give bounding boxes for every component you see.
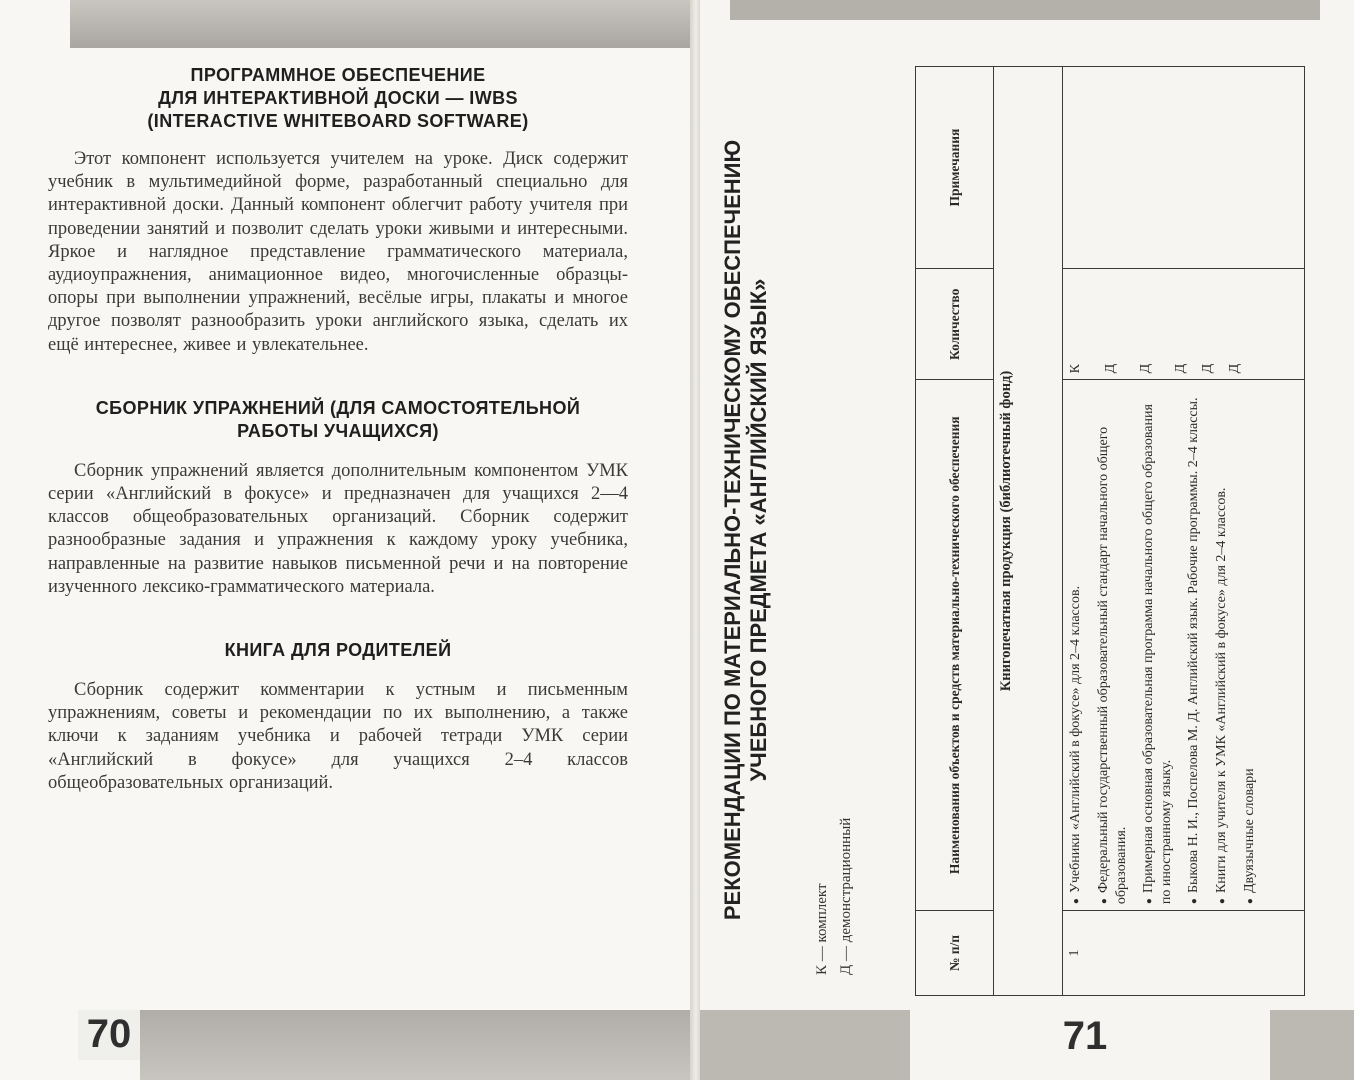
quantity-value: Д <box>1200 363 1215 374</box>
section-title-parents <box>48 639 628 662</box>
legend-item: К — комплект <box>814 883 830 975</box>
scan-shade-bottom-right <box>1270 1010 1354 1080</box>
book-gutter <box>690 0 700 1080</box>
title-line: ПРОГРАММНОЕ ОБЕСПЕЧЕНИЕ <box>190 65 486 85</box>
title-line: РЕКОМЕНДАЦИИ ПО МАТЕРИАЛЬНО-ТЕХНИЧЕСКОМУ ОБЕСПЕЧЕНИЮ <box>720 139 745 921</box>
quantity-value: Д <box>1103 363 1118 374</box>
section-title-exercises <box>48 397 628 443</box>
list-item: ● Двуязычные словари <box>1241 386 1259 904</box>
equipment-table <box>915 66 1305 996</box>
page-number: 71 <box>1062 1014 1108 1058</box>
scan-shade-bottom <box>140 1010 690 1080</box>
quantity-value: Д <box>1138 363 1153 374</box>
title-line: УЧЕБНОГО ПРЕДМЕТА «АНГЛИЙСКИЙ ЯЗЫК» <box>746 278 771 782</box>
scan-shade-top <box>70 0 690 48</box>
section-text-exercises: Сборник упражнений является дополнительным компонентом УМК серии «Английский в фокусе» и предназначен для учащихся 2—4 классов общеобразовательных организаций. Сборник содержит разнообразные задания и упражнения к каждому уроку учебника, направленные на развитие навыков письменной речи и на повторение изученного лексико-грамматического материала. <box>48 460 628 597</box>
list-item: ● Быкова Н. И., Поспелова М. Д. Английский язык. Рабочие программы. 2–4 классы. <box>1185 386 1203 904</box>
items-cell <box>1063 380 1305 911</box>
quantity-value: Д <box>1227 363 1242 374</box>
quantity-value: К <box>1068 364 1083 374</box>
table-row <box>1063 67 1305 996</box>
quantity-value: Д <box>1173 363 1188 374</box>
scan-shade-bottom-left <box>700 1010 910 1080</box>
legend <box>810 775 858 975</box>
list-item: ● Книги для учителя к УМК «Английский в фокусе» для 2–4 классов. <box>1213 386 1231 904</box>
title-line: (INTERACTIVE WHITEBOARD SOFTWARE) <box>147 111 529 131</box>
page-number: 70 <box>78 1010 140 1060</box>
header-quantity: Количество <box>916 269 994 380</box>
section-title-iwbs <box>48 64 628 133</box>
quantity-cell <box>1063 269 1305 380</box>
list-item: ● Примерная основная образовательная программа начального общего образования по иностранному языку. <box>1140 386 1175 904</box>
title-line: ДЛЯ ИНТЕРАКТИВНОЙ ДОСКИ — IWBS <box>158 88 518 108</box>
section-heading-row <box>994 67 1063 996</box>
page-title <box>720 85 772 975</box>
header-name: Наименования объектов и средств материально-технического обеспечения <box>916 380 994 911</box>
header-notes: Примечания <box>916 67 994 269</box>
list-item: ● Федеральный государственный образовательный стандарт начального общего образования. <box>1095 386 1130 904</box>
title-line: СБОРНИК УПРАЖНЕНИЙ (ДЛЯ САМОСТОЯТЕЛЬНОЙ <box>95 397 581 418</box>
list-item: ● Учебники «Английский в фокусе» для 2–4 классов. <box>1067 386 1085 904</box>
notes-cell <box>1063 67 1305 269</box>
section-text-parents: Сборник содержит комментарии к устным и письменным упражнениям, советы и рекомендации по их выполнению, а также ключи к заданиям учебника и рабочей тетради УМК серии «Английский в фокусе» для учащихся 2–4 классов общеобразовательных организаций. <box>48 680 628 793</box>
section-text-iwbs: Этот компонент используется учителем на уроке. Диск содержит учебник в мультимедийной форме, разработанный специально для интерактивной доски. Данный компонент облегчит работу учителя при проведении занятий и позволит сделать уроки живыми и интересными. Яркое и наглядное представление грамматического материала, аудиоупражнения, анимационное видео, многочисленные образцы-опоры при выполнении упражнений, весёлые игры, плакаты и многое другое позволят разнообразить уроки английского языка, сделать их ещё интереснее, живее и увлекательнее. <box>48 149 628 355</box>
scan-shade-top <box>730 0 1320 20</box>
legend-item: Д — демонстрационный <box>838 817 854 975</box>
section-heading: Книгопечатная продукция (библиотечный фонд) <box>994 67 1063 996</box>
title-line: КНИГА ДЛЯ РОДИТЕЛЕЙ <box>224 640 452 661</box>
title-line: РАБОТЫ УЧАЩИХСЯ) <box>237 420 439 441</box>
table-header-row <box>916 67 994 996</box>
row-number: 1 <box>1063 911 1305 996</box>
left-content <box>48 58 628 795</box>
header-number: № п/п <box>916 911 994 996</box>
